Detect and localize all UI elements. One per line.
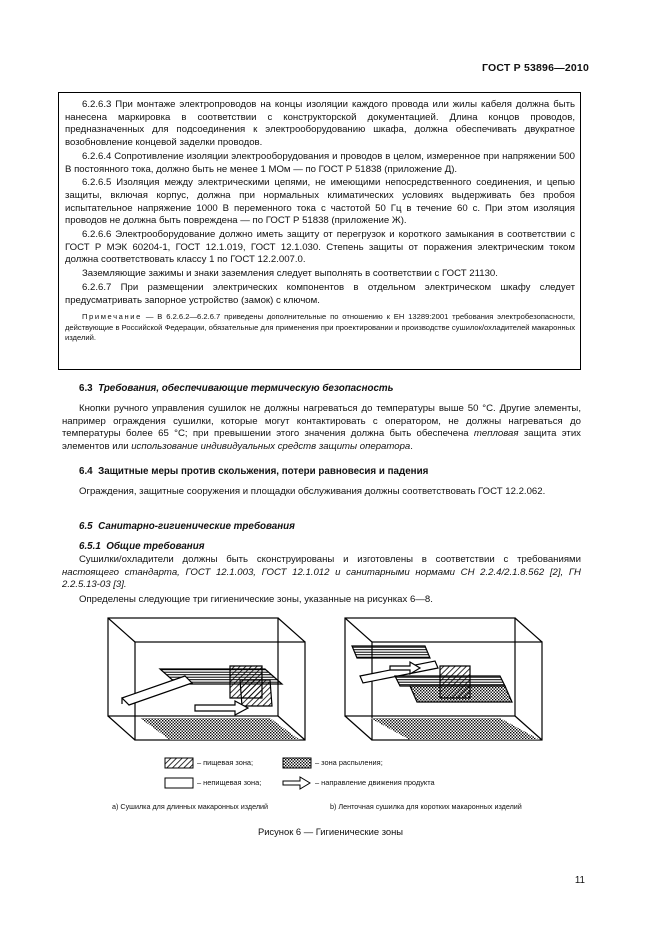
section-6-5 [62,521,581,607]
figure-caption-a: а) Сушилка для длинных макаронных изделий [112,802,269,811]
section-6-5-1-text: Сушилки/охладители должны быть сконструированы и изготовлены в соответствии с требованиями настоящего стандарта, ГОСТ 12.1.003, ГОСТ 12.1.012 и санитарными нормами СН 2.2.4/2.1.8.562 [2], ГН 2.2.5.13-03 [3]. [62,554,581,591]
hygiene-zones-drawing [0,606,661,806]
note [65,312,575,344]
note-text: — В 6.2.6.2—6.2.6.7 приведены дополнительные по отношению к ЕН 13289:2001 требования электробезопасности, действующие в Российской Федерации, обязательные для применения при проектировании и производстве сушилок/охладителей макаронных изделий. [65,312,575,343]
document-id: ГОСТ Р 53896—2010 [481,62,589,74]
section-6-4-heading: 6.4 Защитные меры против скольжения, потери равновесия и падения [79,466,429,477]
legend-food-zone: – пищевая зона; [197,758,254,767]
section-6-3 [62,383,581,454]
paragraph-6-2-6-4: 6.2.6.4 Сопротивление изоляции электрооборудования и проводов в целом, измеренное при напряжении 500 В постоянного тока, должно быть не менее 1 МОм — по ГОСТ Р 51838 (приложение Д). [65,150,575,175]
section-6-5-1-heading: 6.5.1 Общие требования [79,541,205,552]
paragraph-6-2-6-6: 6.2.6.6 Электрооборудование должно иметь защиту от перегрузок и короткого замыкания в соответствии с ГОСТ Р МЭК 60204-1, ГОСТ 12.1.019, ГОСТ 12.1.030. Степень защиты от поражения электрическим током должна соответствовать классу 1 по ГОСТ 12.2.007.0. [65,229,575,266]
figure-caption-b: b) Ленточная сушилка для коротких макаронных изделий [330,802,522,811]
section-6-4-text: Ограждения, защитные сооружения и площадки обслуживания должны соответствовать ГОСТ 12.2.062. [79,486,546,497]
section-6-5-1-zones: Определены следующие три гигиенические зоны, указанные на рисунках 6—8. [79,594,433,606]
section-6-5-heading: 6.5 Санитарно-гигиенические требования [79,521,295,532]
nonfood-zone-swatch [165,778,193,788]
paragraph-6-2-6-7: 6.2.6.7 При размещении электрических компонентов в отдельном электрическом шкафу следует предусматривать запорное устройство (замок) с ключом. [65,281,575,306]
electrical-requirements-box [58,92,581,370]
paragraph-6-2-6-3: 6.2.6.3 При монтаже электропроводов на концы изоляции каждого провода или жилы кабеля должна быть нанесена маркировка в соответствии с конструкторской документацией. Длина концов проводов, предназначенных для подсоединения к электрооборудованию шкафа, должна обеспечивать двукратное возобновление концевой заделки проводов. [65,99,575,149]
legend-nonfood-zone: – непищевая зона; [197,778,262,787]
section-6-3-heading: 6.3 Требования, обеспечивающие термическую безопасность [79,383,394,394]
note-label: Примечание [82,312,142,322]
figure-b-drawing [345,618,542,740]
page-number: 11 [574,875,585,886]
spray-zone-swatch [283,758,311,768]
product-direction-arrow-icon [283,777,310,789]
figure-a-drawing [108,618,305,740]
food-zone-swatch [165,758,193,768]
paragraph-grounding: Заземляющие зажимы и знаки заземления следует выполнять в соответствии с ГОСТ 21130. [82,268,498,280]
figure-title: Рисунок 6 — Гигиенические зоны [257,826,404,837]
legend-spray-zone: – зона распыления; [315,758,383,767]
legend-product-direction: – направление движения продукта [315,778,435,787]
section-6-3-text: Кнопки ручного управления сушилок не должны нагреваться до температуры выше 50 °С. Другие элементы, например ограждения сушилки, которые могут контактировать с оператором, не должны нагреваться до температуры более 65 °С; при превышении этого значения должна быть обеспечена тепловая защита этих элементов или использование индивидуальных средств защиты оператора. [62,403,581,453]
paragraph-6-2-6-5: 6.2.6.5 Изоляция между электрическими цепями, не имеющими непосредственного соединения, и цепью защиты, включая корпус, должна при нормальных климатических условиях выдерживать без пробоя испытательное напряжение 1000 В переменного тока с частотой 50 Гц в течение 60 с. При этом изоляция проводов не должна быть повреждена — по ГОСТ Р 51838 (приложение Ж). [65,177,575,227]
section-6-4 [62,466,581,499]
